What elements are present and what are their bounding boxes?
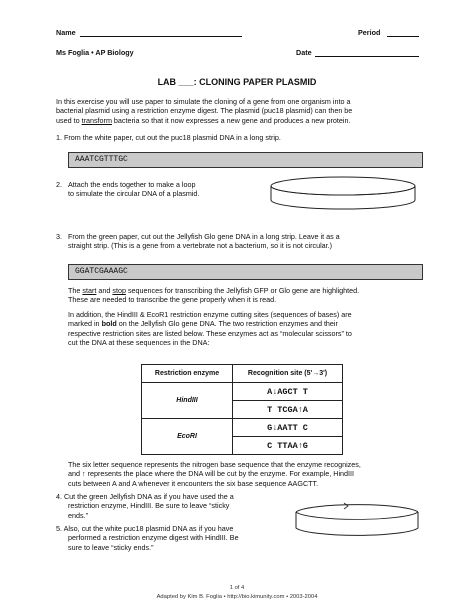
enzyme-ecori: EcoRI <box>142 419 233 455</box>
step-1: 1. From the white paper, cut out the puc18 plasmid DNA in a long strip. <box>56 133 281 142</box>
explanation-paragraph: The six letter sequence represents the nitrogen base sequence that the enzyme recognizes, and ↑ represents the place where the DNA will be cut by the enzyme. For example, HindIII cuts between A and A whenever it encounters the six base sequence AAGCTT. <box>68 460 361 488</box>
start-stop-paragraph: The start and stop sequences for transcribing the Jellyfish GFP or Glo gene are highlighted. These are needed to transcribe the gene properly when it is read. <box>68 286 360 305</box>
page-title: LAB ___: CLONING PAPER PLASMID <box>157 77 317 87</box>
site-hindiii-top: A↓AGCT T <box>233 383 343 401</box>
period-label: Period <box>358 28 381 37</box>
step-2-number: 2. <box>56 180 62 189</box>
intro-paragraph: In this exercise you will use paper to simulate the cloning of a gene from one organism into a bacterial plasmid using a restriction enzyme digest. The plasmid (puc18 plasmid) can then be used to transform bacteria so that it now expresses a new gene and produces a new protein. <box>56 97 353 125</box>
site-hindiii-bottom: T TCGA↑A <box>233 401 343 419</box>
page-number: 1 of 4 <box>229 585 245 591</box>
step-2-text: Attach the ends together to make a loop to simulate the circular DNA of a plasmid. <box>68 180 200 199</box>
plasmid-dna-strip[interactable]: AAATCGTTTGC <box>68 152 423 168</box>
jellyfish-dna-strip[interactable]: GGATCGAAAGC <box>68 264 423 280</box>
teacher-course: Ms Foglia • AP Biology <box>56 48 134 57</box>
step-5: 5. Also, cut the white puc18 plasmid DNA as if you have performed a restriction enzyme digest with HindIII. Be sure to leave “sticky ends.” <box>56 524 239 552</box>
enzyme-hindiii: HindIII <box>142 383 233 419</box>
site-ecori-top: G↓AATT C <box>233 419 343 437</box>
plasmid-loop-drawing <box>262 172 424 220</box>
table-header-enzyme: Restriction enzyme <box>142 365 233 383</box>
restriction-paragraph: In addition, the HindIII & EcoR1 restriction enzyme cutting sites (sequences of bases) are marked in bold on the Jellyfish Glo gene DNA. The two restriction enzymes and their respective restriction sites are listed below. These enzymes act as “molecular scissors” to cut the DNA at these sequences in the DNA: <box>68 310 352 347</box>
step-4: 4. Cut the green Jellyfish DNA as if you have used the a restriction enzyme, HindIII. Be sure to leave “sticky ends.” <box>56 492 234 520</box>
table-header-site: Recognition site (5'→3') <box>233 365 343 383</box>
step-3-text: From the green paper, cut out the Jellyfish Glo gene DNA in a long strip. Leave it as a straight strip. (This is a gene from a vertebrate not a bacterium, so it is not circular.) <box>68 232 340 251</box>
date-label: Date <box>296 48 312 57</box>
table-row <box>142 419 343 437</box>
date-line[interactable] <box>315 56 419 57</box>
name-line[interactable] <box>80 36 242 37</box>
restriction-enzyme-table <box>141 364 343 455</box>
site-ecori-bottom: C TTAA↑G <box>233 437 343 455</box>
name-label: Name <box>56 28 76 37</box>
footer-credit: Adapted by Kim B. Foglia • http://bio.kimunity.com • 2003-2004 <box>156 594 318 600</box>
table-header-row <box>142 365 343 383</box>
table-row <box>142 383 343 401</box>
period-line[interactable] <box>387 36 419 37</box>
step-3-number: 3. <box>56 232 62 241</box>
cut-plasmid-drawing <box>288 496 428 548</box>
